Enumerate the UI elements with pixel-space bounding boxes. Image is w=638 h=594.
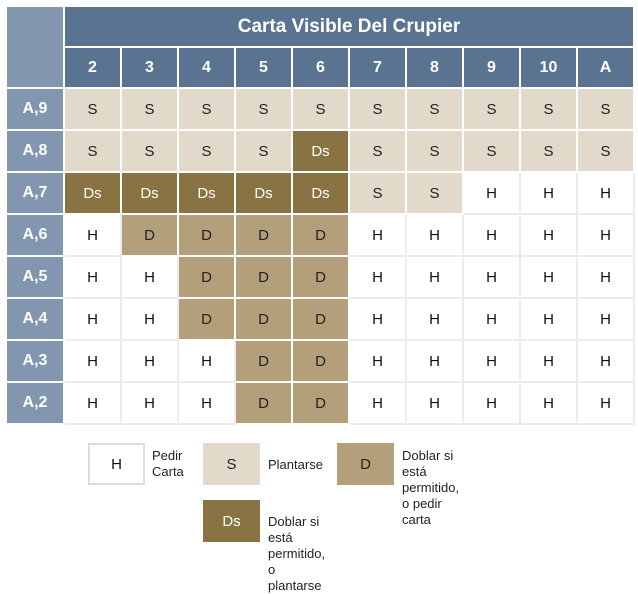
legend-double-stand-swatch: Ds — [203, 500, 260, 542]
strategy-cell: H — [463, 172, 520, 214]
hand-row-A-3 — [6, 340, 634, 382]
player-hand-label: A,5 — [6, 256, 64, 298]
strategy-cell: S — [235, 130, 292, 172]
player-hand-label: A,9 — [6, 88, 64, 130]
dealer-card-A: A — [577, 47, 634, 88]
strategy-cell: D — [235, 340, 292, 382]
strategy-cell: H — [64, 298, 121, 340]
hand-row-A-7 — [6, 172, 634, 214]
legend-stand-swatch: S — [203, 443, 260, 485]
strategy-cell: H — [349, 340, 406, 382]
strategy-cell: H — [406, 298, 463, 340]
hand-row-A-5 — [6, 256, 634, 298]
legend-stand-text: Plantarse — [268, 457, 323, 472]
legend-double-stand-text: Doblar si está permitido, o plantarse — [268, 514, 326, 593]
strategy-cell: H — [121, 298, 178, 340]
strategy-cell: H — [577, 298, 634, 340]
player-hand-label: A,7 — [6, 172, 64, 214]
strategy-cell: H — [349, 298, 406, 340]
strategy-cell: H — [520, 172, 577, 214]
strategy-cell: H — [520, 298, 577, 340]
strategy-cell: Ds — [292, 172, 349, 214]
player-hand-label: A,3 — [6, 340, 64, 382]
strategy-cell: H — [463, 298, 520, 340]
strategy-cell: H — [463, 214, 520, 256]
strategy-cell: H — [577, 172, 634, 214]
strategy-cell: H — [406, 340, 463, 382]
strategy-cell: S — [121, 130, 178, 172]
strategy-cell: H — [463, 256, 520, 298]
strategy-cell: D — [292, 340, 349, 382]
player-hand-label: A,4 — [6, 298, 64, 340]
hand-row-A-8 — [6, 130, 634, 172]
legend-hit-swatch: H — [88, 443, 145, 485]
strategy-cell: H — [463, 382, 520, 424]
strategy-cell: H — [121, 340, 178, 382]
strategy-cell: H — [178, 382, 235, 424]
strategy-cell: H — [463, 340, 520, 382]
strategy-cell: D — [235, 214, 292, 256]
hand-row-A-4 — [6, 298, 634, 340]
legend-double-line2: o pedir carta — [402, 496, 442, 527]
dealer-card-header-row — [6, 47, 634, 88]
strategy-cell: H — [178, 340, 235, 382]
strategy-cell: D — [292, 214, 349, 256]
strategy-cell: D — [178, 298, 235, 340]
player-hand-label: A,2 — [6, 382, 64, 424]
strategy-cell: H — [64, 214, 121, 256]
strategy-cell: H — [577, 382, 634, 424]
strategy-cell: H — [577, 214, 634, 256]
strategy-cell: S — [520, 88, 577, 130]
strategy-cell: S — [349, 172, 406, 214]
strategy-cell: Ds — [292, 130, 349, 172]
strategy-cell: S — [577, 130, 634, 172]
dealer-card-title: Carta Visible Del Crupier — [64, 6, 634, 47]
strategy-cell: Ds — [178, 172, 235, 214]
dealer-card-5: 5 — [235, 47, 292, 88]
legend-double-swatch: D — [337, 443, 394, 485]
strategy-cell: D — [292, 382, 349, 424]
legend-double-text — [402, 448, 459, 528]
dealer-card-10: 10 — [520, 47, 577, 88]
strategy-cell: H — [577, 340, 634, 382]
strategy-cell: D — [235, 298, 292, 340]
strategy-cell: S — [178, 130, 235, 172]
strategy-cell: S — [292, 88, 349, 130]
strategy-cell: H — [520, 382, 577, 424]
hand-row-A-2 — [6, 382, 634, 424]
strategy-cell: H — [349, 256, 406, 298]
strategy-cell: S — [178, 88, 235, 130]
strategy-cell: H — [121, 256, 178, 298]
strategy-cell: H — [577, 256, 634, 298]
legend-hit-text — [152, 448, 184, 480]
strategy-cell: H — [64, 340, 121, 382]
strategy-cell: H — [520, 256, 577, 298]
dealer-card-3: 3 — [121, 47, 178, 88]
player-hand-label: A,8 — [6, 130, 64, 172]
dealer-card-4: 4 — [178, 47, 235, 88]
strategy-cell: H — [64, 256, 121, 298]
strategy-cell: H — [121, 382, 178, 424]
strategy-cell: D — [235, 382, 292, 424]
strategy-cell: H — [64, 382, 121, 424]
dealer-card-6: 6 — [292, 47, 349, 88]
strategy-table-body — [6, 88, 634, 424]
strategy-cell: S — [406, 172, 463, 214]
strategy-cell: S — [406, 88, 463, 130]
player-hand-label: A,6 — [6, 214, 64, 256]
strategy-cell: Ds — [121, 172, 178, 214]
dealer-card-9: 9 — [463, 47, 520, 88]
strategy-cell: D — [292, 256, 349, 298]
strategy-cell: H — [349, 214, 406, 256]
strategy-cell: S — [349, 130, 406, 172]
strategy-cell: S — [349, 88, 406, 130]
strategy-cell: H — [406, 382, 463, 424]
strategy-cell: S — [406, 130, 463, 172]
dealer-card-7: 7 — [349, 47, 406, 88]
strategy-cell: H — [520, 214, 577, 256]
hand-row-A-9 — [6, 88, 634, 130]
strategy-cell: S — [121, 88, 178, 130]
legend-double-line1: Doblar si está permitido, — [402, 448, 460, 495]
strategy-cell: H — [406, 214, 463, 256]
strategy-cell: S — [577, 88, 634, 130]
strategy-cell: S — [64, 88, 121, 130]
strategy-cell: S — [463, 88, 520, 130]
corner-cell — [6, 6, 64, 88]
strategy-cell: H — [349, 382, 406, 424]
hand-row-A-6 — [6, 214, 634, 256]
strategy-cell: D — [235, 256, 292, 298]
strategy-cell: S — [235, 88, 292, 130]
strategy-table — [5, 5, 635, 425]
strategy-cell: S — [64, 130, 121, 172]
legend-hit-line2: Carta — [152, 464, 184, 479]
strategy-cell: S — [520, 130, 577, 172]
strategy-cell: D — [178, 214, 235, 256]
strategy-cell: Ds — [64, 172, 121, 214]
dealer-card-2: 2 — [64, 47, 121, 88]
strategy-cell: Ds — [235, 172, 292, 214]
strategy-cell: S — [463, 130, 520, 172]
strategy-cell: H — [520, 340, 577, 382]
strategy-cell: D — [121, 214, 178, 256]
strategy-cell: D — [178, 256, 235, 298]
strategy-cell: H — [406, 256, 463, 298]
strategy-cell: D — [292, 298, 349, 340]
legend-hit-line1: Pedir — [152, 448, 183, 463]
dealer-card-8: 8 — [406, 47, 463, 88]
